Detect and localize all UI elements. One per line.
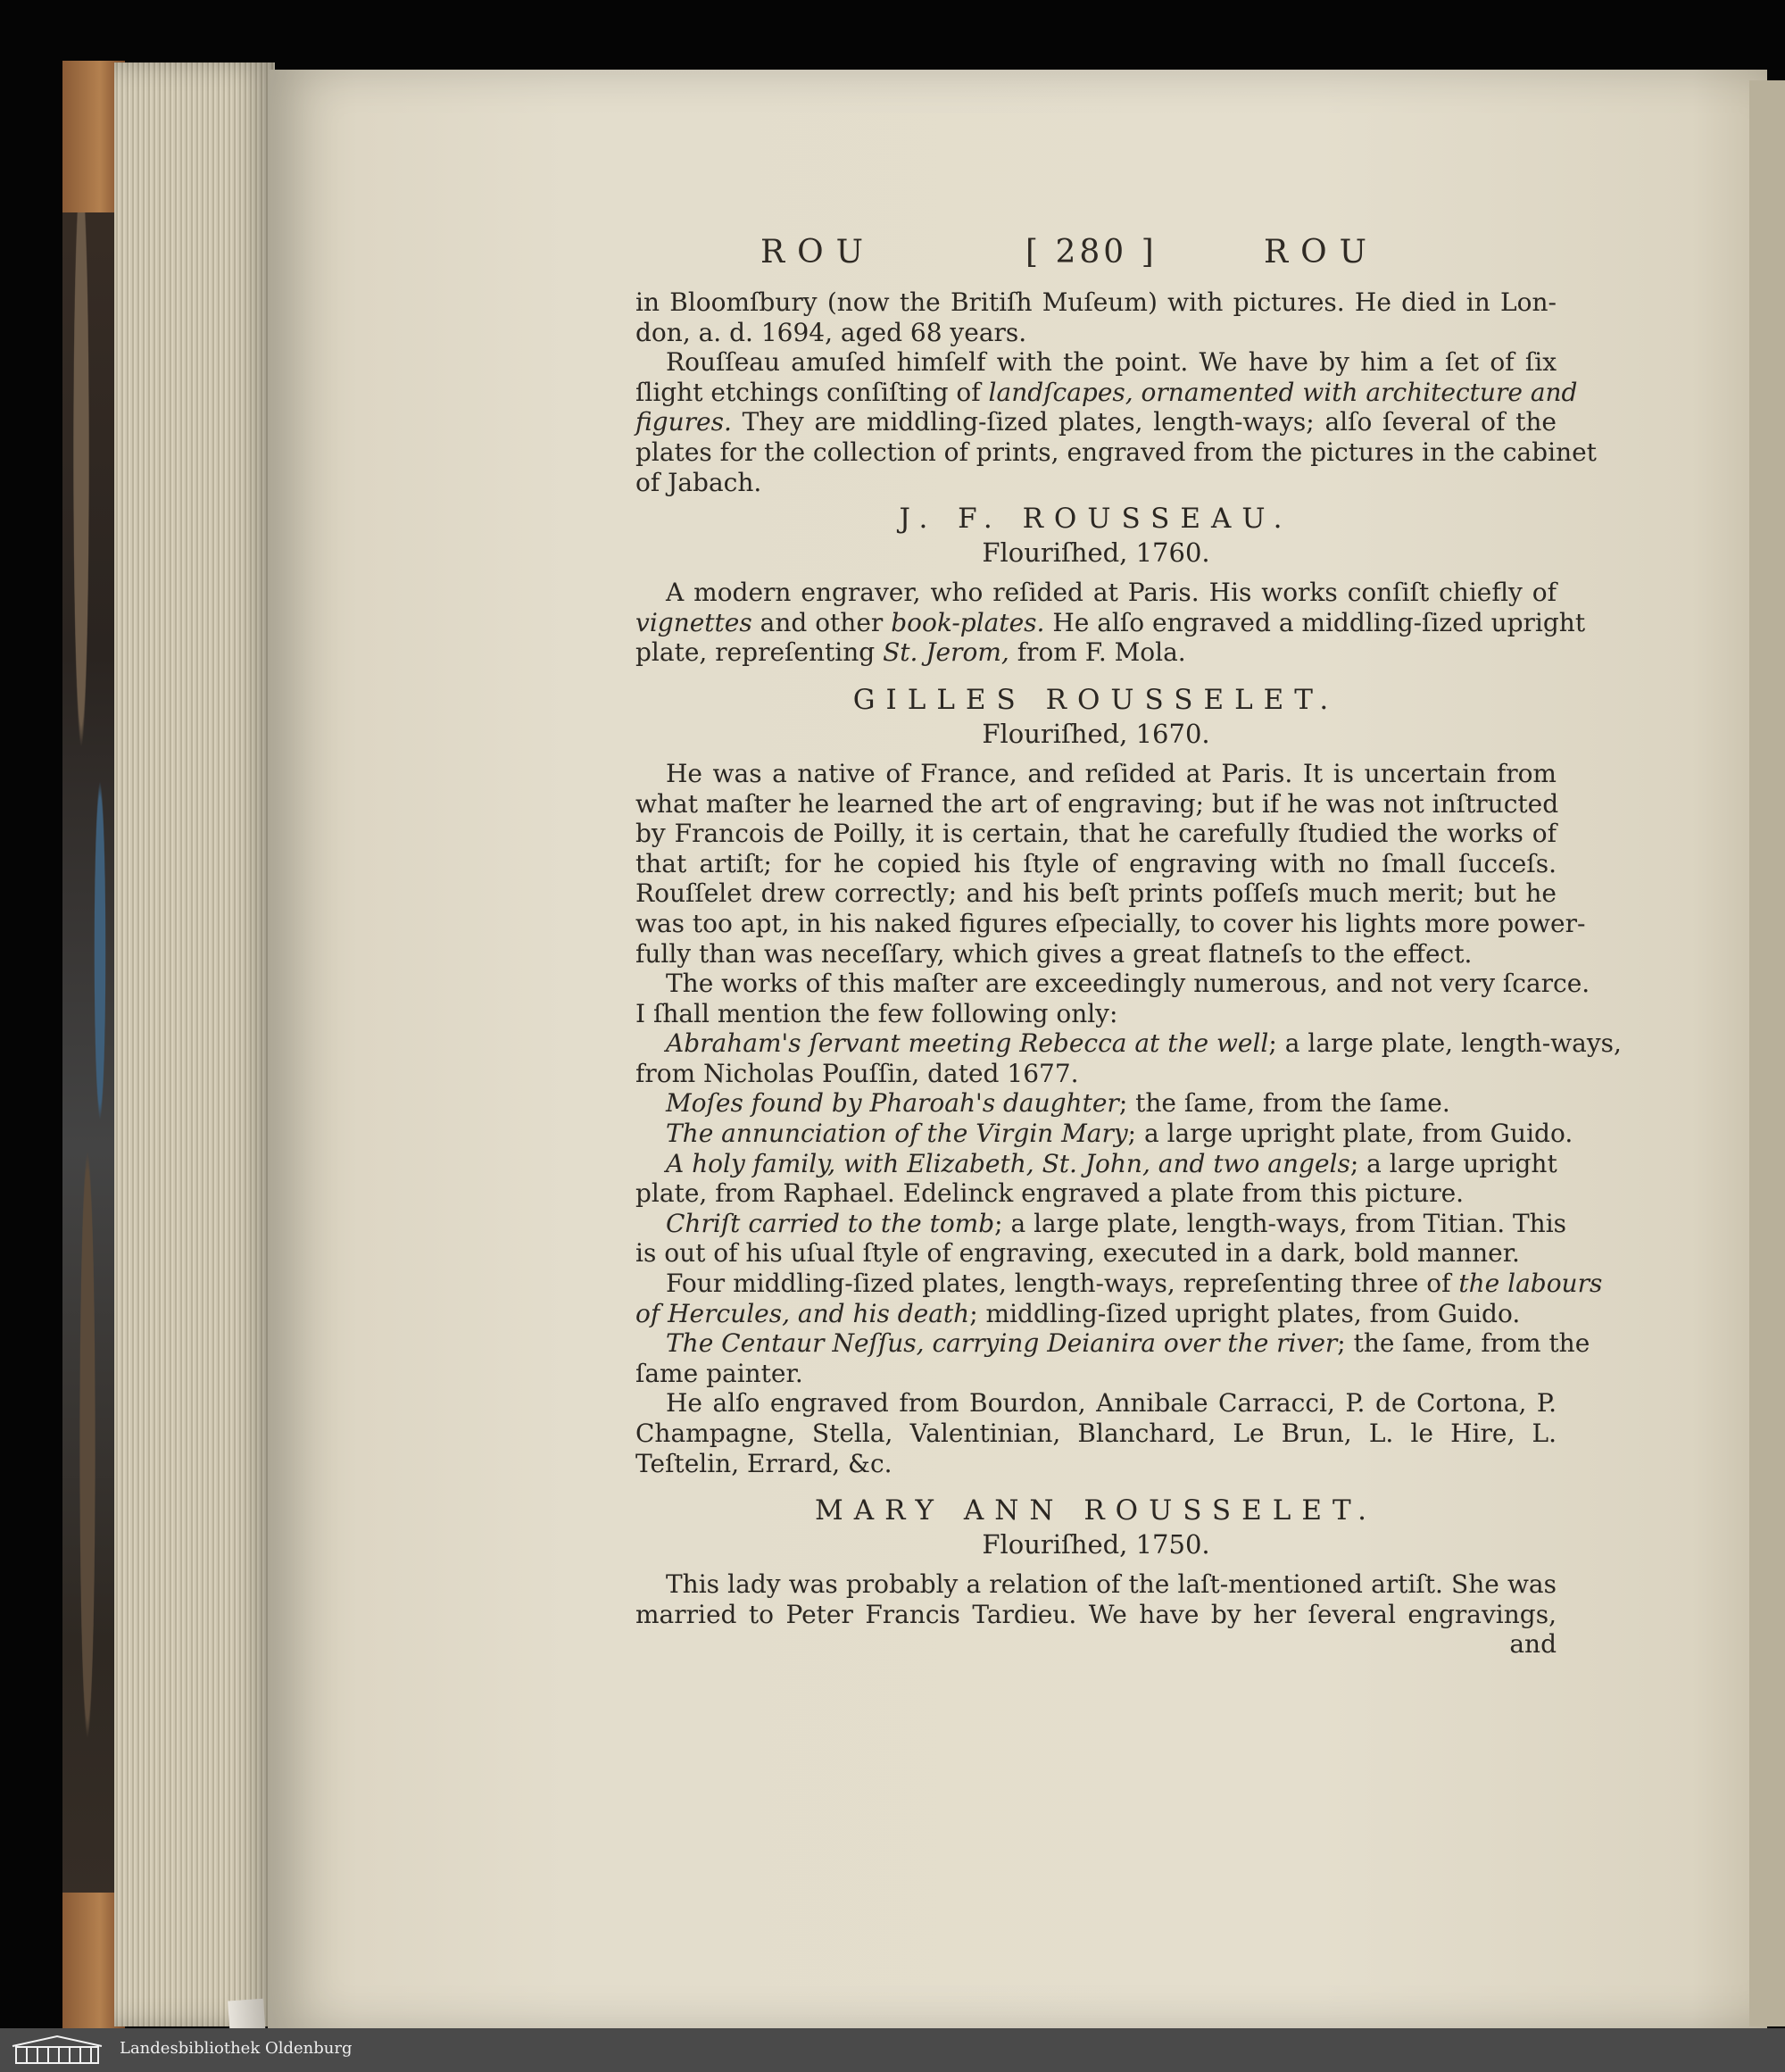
text-line: Rouſſeau amuſed himſelf with the point. We have by him a ſet of ſix: [666, 347, 1557, 378]
text-line: This lady was probably a relation of the laſt-mentioned artiſt. She was: [666, 1569, 1557, 1600]
text-line: what maſter he learned the art of engraving; but if he was not inſtructed: [635, 788, 1559, 819]
text-line: fully than was neceſſary, which gives a great flatneſs to the effect.: [635, 938, 1473, 969]
text-line: don, a. d. 1694, aged 68 years.: [635, 317, 1027, 347]
text-line: was too apt, in his naked figures eſpecially, to cover his lights more power-: [635, 908, 1586, 938]
text-line: A holy family, with Elizabeth, St. John, and two angels; a large upright: [666, 1148, 1557, 1178]
text-line: and: [1509, 1629, 1557, 1660]
running-head: [635, 234, 1557, 287]
artist-heading: MARY ANN ROUSSELET.: [815, 1494, 1377, 1527]
text-line: married to Peter Francis Tardieu. We have by her ſeveral engravings,: [635, 1599, 1557, 1629]
text-line: by Francois de Poilly, it is certain, that he carefully ſtudied the works of: [635, 819, 1557, 849]
text-line: of Hercules, and his death; middling-ſized upright plates, from Guido.: [635, 1298, 1521, 1328]
page-text: [635, 234, 1622, 1660]
text-line: Chriſt carried to the tomb; a large plate, length-ways, from Titian. This: [666, 1208, 1567, 1238]
text-line: ſlight etchings conſiſting of landſcapes, ornamented with architecture and: [635, 377, 1578, 407]
text-line: He alſo engraved from Bourdon, Annibale Carracci, P. de Cortona, P.: [666, 1388, 1557, 1419]
text-line: is out of his uſual ſtyle of engraving, executed in a dark, bold manner.: [635, 1238, 1520, 1269]
text-line: Four middling-ſized plates, length-ways, repreſenting three of the labours: [666, 1269, 1603, 1299]
text-line: in Bloomſbury (now the Britiſh Muſeum) with pictures. He died in Lon-: [635, 287, 1557, 317]
page-block-edge: [114, 62, 275, 2026]
text-line: plates for the collection of prints, engraved from the pictures in the cabinet: [635, 437, 1597, 467]
facing-page-edge: [1749, 80, 1785, 2026]
text-line: that artiſt; for he copied his ſtyle of engraving with no ſmall ſucceſs.: [635, 848, 1557, 878]
artist-heading: GILLES ROUSSELET.: [852, 683, 1340, 716]
text-line: The works of this maſter are exceedingly numerous, and not very ſcarce.: [666, 969, 1590, 999]
text-line: figures. They are middling-ſized plates, length-ways; alſo ſeveral of the: [635, 407, 1557, 437]
library-name: Landesbibliothek Oldenburg: [120, 2039, 353, 2058]
flourished-date: Flouriſhed, 1670.: [982, 718, 1210, 749]
text-line: A modern engraver, who reſided at Paris. His works conſiſt chiefly of: [666, 578, 1557, 608]
flourished-date: Flouriſhed, 1750.: [982, 1529, 1210, 1560]
text-line: ſame painter.: [635, 1358, 803, 1388]
library-building-icon: [9, 2034, 105, 2066]
text-line: from Nicholas Pouſſin, dated 1677.: [635, 1058, 1079, 1088]
text-line: Teſtelin, Errard, &c.: [635, 1448, 892, 1478]
text-line: I ſhall mention the few following only:: [635, 998, 1118, 1028]
text-line: Moſes found by Pharoah's daughter; the ſame, from the ſame.: [666, 1088, 1450, 1119]
library-footer-bar: [0, 2028, 1785, 2072]
text-line: of Jabach.: [635, 467, 762, 497]
text-line: The annunciation of the Virgin Mary; a large upright plate, from Guido.: [666, 1119, 1573, 1149]
page-body: [635, 287, 1622, 1660]
text-line: Abraham's ſervant meeting Rebecca at the well; a large plate, length-ways,: [666, 1028, 1622, 1059]
page-number: [ 280 ]: [1025, 234, 1158, 270]
text-line: vignettes and other book-plates. He alſo engraved a middling-ſized upright: [635, 607, 1586, 637]
text-line: plate, repreſenting St. Jerom, from F. Mola.: [635, 637, 1186, 668]
text-line: He was a native of France, and reſided at Paris. It is uncertain from: [666, 758, 1557, 788]
running-head-left: ROU: [760, 234, 876, 270]
artist-heading: J. F. ROUSSEAU.: [899, 503, 1293, 536]
running-head-right: ROU: [1264, 234, 1379, 270]
text-line: Rouſſelet drew correctly; and his beſt prints poſſeſs much merit; but he: [635, 878, 1557, 909]
flourished-date: Flouriſhed, 1760.: [982, 537, 1210, 569]
text-line: Champagne, Stella, Valentinian, Blanchard, Le Brun, L. le Hire, L.: [635, 1419, 1557, 1448]
text-line: The Centaur Neſſus, carrying Deianira over the river; the ſame, from the: [666, 1328, 1590, 1359]
text-line: plate, from Raphael. Edelinck engraved a plate from this picture.: [635, 1178, 1465, 1209]
